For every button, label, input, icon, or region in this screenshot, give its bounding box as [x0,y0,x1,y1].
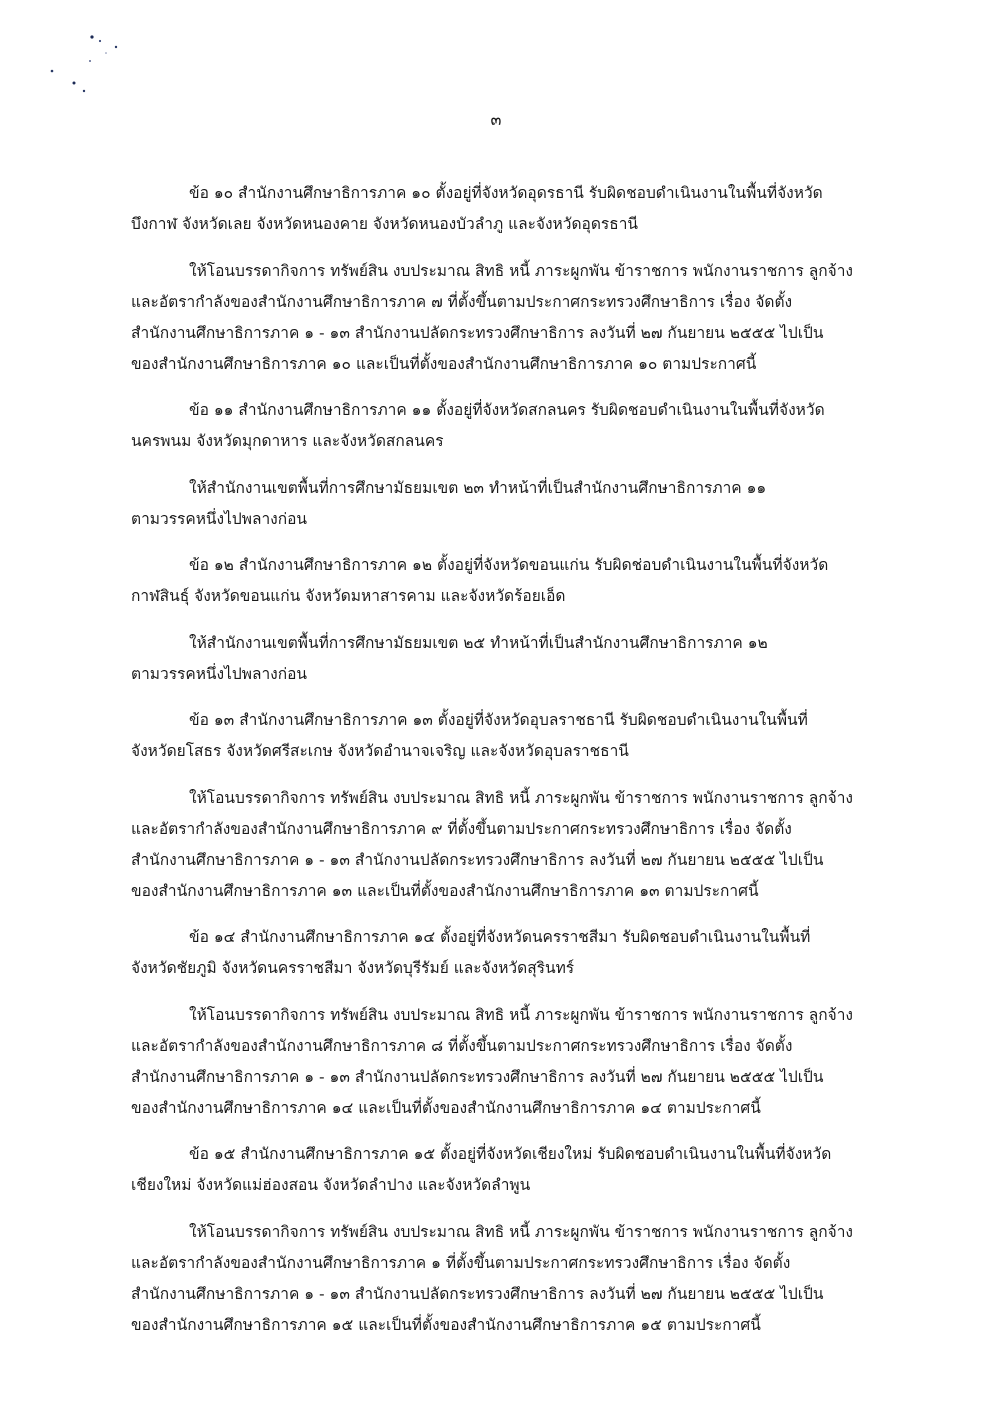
paragraph [131,178,887,240]
paragraph [131,256,887,380]
paragraph [131,1139,887,1201]
paragraph [131,1217,887,1341]
paragraph-line: เชียงใหม่ จังหวัดแม่ฮ่องสอน จังหวัดลำปาง และจังหวัดลำพูน [131,1176,531,1194]
paragraph-line: ข้อ ๑๐ สำนักงานศึกษาธิการภาค ๑๐ ตั้งอยู่ที่จังหวัดอุดรธานี รับผิดชอบดำเนินงานในพื้นที่จังหวัด [189,184,823,202]
paragraph-line: ให้โอนบรรดากิจการ ทรัพย์สิน งบประมาณ สิทธิ หนี้ ภาระผูกพัน ข้าราชการ พนักงานราชการ ลูกจ้าง [189,261,853,280]
paragraph-line: และอัตรากำลังของสำนักงานศึกษาธิการภาค ๙ ที่ตั้งขึ้นตามประกาศกระทรวงศึกษาธิการ เรื่อง จัดตั้ง [131,819,792,838]
paragraph-line: ข้อ ๑๓ สำนักงานศึกษาธิการภาค ๑๓ ตั้งอยู่ที่จังหวัดอุบลราชธานี รับผิดชอบดำเนินงานในพื้นที่ [189,711,808,729]
paragraph-line: ให้โอนบรรดากิจการ ทรัพย์สิน งบประมาณ สิทธิ หนี้ ภาระผูกพัน ข้าราชการ พนักงานราชการ ลูกจ้าง [189,1222,853,1241]
paragraph-line: ให้สำนักงานเขตพื้นที่การศึกษามัธยมเขต ๒๕ ทำหน้าที่เป็นสำนักงานศึกษาธิการภาค ๑๒ [189,633,768,652]
paragraph-line: ของสำนักงานศึกษาธิการภาค ๑๐ และเป็นที่ตั้งของสำนักงานศึกษาธิการภาค ๑๐ ตามประกาศนี้ [131,354,757,373]
paragraph [131,922,887,984]
paragraph-line: ข้อ ๑๕ สำนักงานศึกษาธิการภาค ๑๕ ตั้งอยู่ที่จังหวัดเชียงใหม่ รับผิดชอบดำเนินงานในพื้นที่จังหวัด [189,1145,832,1163]
paragraph [131,628,887,690]
paragraph [131,395,887,457]
paragraph-line: ของสำนักงานศึกษาธิการภาค ๑๕ และเป็นที่ตั้งของสำนักงานศึกษาธิการภาค ๑๕ ตามประกาศนี้ [131,1315,761,1334]
paragraph-line: ของสำนักงานศึกษาธิการภาค ๑๔ และเป็นที่ตั้งของสำนักงานศึกษาธิการภาค ๑๔ ตามประกาศนี้ [131,1098,761,1117]
paragraph-line: นครพนม จังหวัดมุกดาหาร และจังหวัดสกลนคร [131,432,444,450]
paragraph-line: ให้สำนักงานเขตพื้นที่การศึกษามัธยมเขต ๒๓ ทำหน้าที่เป็นสำนักงานศึกษาธิการภาค ๑๑ [189,478,767,497]
paragraph-line: ข้อ ๑๒ สำนักงานศึกษาธิการภาค ๑๒ ตั้งอยู่ที่จังหวัดขอนแก่น รับผิดช่อบดำเนินงานในพื้นที่จังหวัด [189,556,829,574]
paragraph-line: สำนักงานศึกษาธิการภาค ๑ - ๑๓ สำนักงานปลัดกระทรวงศึกษาธิการ ลงวันที่ ๒๗ กันยายน ๒๕๕๕ ไปเป็น [131,1067,824,1086]
paragraph [131,550,887,612]
document-body [131,178,887,1356]
paragraph-line: และอัตรากำลังของสำนักงานศึกษาธิการภาค ๗ ที่ตั้งขึ้นตามประกาศกระทรวงศึกษาธิการ เรื่อง จัดตั้ง [131,292,793,311]
paragraph-line: จังหวัดยโสธร จังหวัดศรีสะเกษ จังหวัดอำนาจเจริญ และจังหวัดอุบลราชธานี [131,742,629,760]
scan-specks-decoration [40,25,140,105]
paragraph [131,783,887,907]
paragraph-line: ให้โอนบรรดากิจการ ทรัพย์สิน งบประมาณ สิทธิ หนี้ ภาระผูกพัน ข้าราชการ พนักงานราชการ ลูกจ้าง [189,788,853,807]
page-number: ๓ [490,110,502,129]
paragraph [131,705,887,767]
paragraph-line: สำนักงานศึกษาธิการภาค ๑ - ๑๓ สำนักงานปลัดกระทรวงศึกษาธิการ ลงวันที่ ๒๗ กันยายน ๒๕๕๕ ไปเป็น [131,850,824,869]
paragraph-line: ข้อ ๑๔ สำนักงานศึกษาธิการภาค ๑๔ ตั้งอยู่ที่จังหวัดนครราชสีมา รับผิดชอบดำเนินงานในพื้นที่ [189,928,811,946]
paragraph-line: สำนักงานศึกษาธิการภาค ๑ - ๑๓ สำนักงานปลัดกระทรวงศึกษาธิการ ลงวันที่ ๒๗ กันยายน ๒๕๕๕ ไปเป็น [131,323,824,342]
paragraph-line: ตามวรรคหนึ่งไปพลางก่อน [131,664,308,683]
paragraph-line: ตามวรรคหนึ่งไปพลางก่อน [131,509,308,528]
paragraph-line: กาฬสินธุ์ จังหวัดขอนแก่น จังหวัดมหาสารคาม และจังหวัดร้อยเอ็ด [131,587,566,605]
paragraph-line: ของสำนักงานศึกษาธิการภาค ๑๓ และเป็นที่ตั้งของสำนักงานศึกษาธิการภาค ๑๓ ตามประกาศนี้ [131,881,759,900]
paragraph-line: ข้อ ๑๑ สำนักงานศึกษาธิการภาค ๑๑ ตั้งอยู่ที่จังหวัดสกลนคร รับผิดชอบดำเนินงานในพื้นที่จังหวัด [189,401,825,419]
paragraph-line: บึงกาฬ จังหวัดเลย จังหวัดหนองคาย จังหวัดหนองบัวลำภู และจังหวัดอุดรธานี [131,215,638,233]
paragraph-line: จังหวัดชัยภูมิ จังหวัดนครราชสีมา จังหวัดบุรีรัมย์ และจังหวัดสุรินทร์ [131,959,575,977]
paragraph [131,1000,887,1124]
paragraph-line: สำนักงานศึกษาธิการภาค ๑ - ๑๓ สำนักงานปลัดกระทรวงศึกษาธิการ ลงวันที่ ๒๗ กันยายน ๒๕๕๕ ไปเป็น [131,1284,824,1303]
paragraph-line: ให้โอนบรรดากิจการ ทรัพย์สิน งบประมาณ สิทธิ หนี้ ภาระผูกพัน ข้าราชการ พนักงานราชการ ลูกจ้าง [189,1005,853,1024]
paragraph-line: และอัตรากำลังของสำนักงานศึกษาธิการภาค ๘ ที่ตั้งขึ้นตามประกาศกระทรวงศึกษาธิการ เรื่อง จัดตั้ง [131,1036,793,1055]
paragraph-line: และอัตรากำลังของสำนักงานศึกษาธิการภาค ๑ ที่ตั้งขึ้นตามประกาศกระทรวงศึกษาธิการ เรื่อง จัดตั้ง [131,1253,791,1272]
paragraph [131,473,887,535]
